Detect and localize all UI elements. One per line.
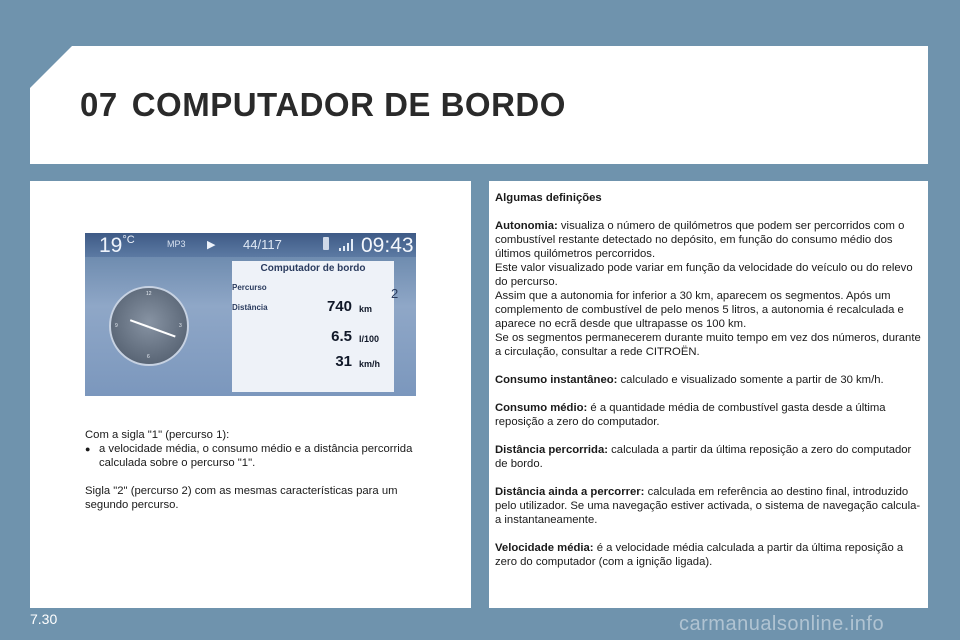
chapter-number: 07 — [80, 86, 118, 123]
caption-sigla2: Sigla "2" (percurso 2) com as mesmas características para um segundo percurso. — [85, 485, 398, 511]
consumption-value: 6.5 — [331, 328, 352, 345]
temperature-unit: °C — [122, 234, 135, 246]
consumption-unit: l/100 — [359, 334, 380, 344]
text-average-consumption: é a quantidade média de combustível gasta desde a última reposição a zero do computador. — [495, 402, 886, 428]
clock-hour-hand — [130, 319, 149, 328]
text-autonomy-2: Este valor visualizado pode variar em função da velocidade do veículo ou do relevo do percurso. — [495, 262, 913, 288]
temperature-value: 19 — [99, 234, 123, 257]
temperature-readout — [99, 234, 135, 258]
route-two-indicator: 2 — [391, 286, 399, 301]
route-label: Percurso — [232, 283, 267, 292]
text-autonomy-3: Assim que a autonomia for inferior a 30 km, aparecem os segmentos. Após um complemento de combustível de pelo menos 5 litros, a autonomia é recalculada e aparece no ecrã desde que ultrapasse os 100 km. — [495, 290, 904, 330]
definition-average-consumption — [495, 401, 923, 429]
display-caption — [85, 428, 425, 512]
term-instant-consumption: Consumo instantâneo: — [495, 374, 618, 386]
distance-label: Distância — [232, 303, 268, 312]
multifunction-display-image — [85, 233, 416, 396]
text-remaining-distance: calculada em referência ao destino final, introduzido pelo utilizador. Se uma navegação estiver activada, o sistema de navegação calcula-a instantaneamente. — [495, 486, 921, 526]
audio-source: MP3 — [167, 239, 186, 249]
clock-number: 3 — [179, 323, 182, 329]
definitions-section — [495, 191, 923, 569]
display-time: 09:43 — [361, 234, 414, 257]
play-icon: ▶ — [207, 239, 216, 251]
text-autonomy-4: Se os segmentos permanecerem durante muito tempo em vez dos números, durante a circulação, consultar a rede CITROËN. — [495, 332, 921, 358]
definition-autonomy — [495, 219, 923, 261]
trip-computer-title: Computador de bordo — [260, 263, 366, 274]
definition-instant-consumption — [495, 373, 923, 387]
text-average-speed: é a velocidade média calculada a partir da última reposição a zero do computador (com a ignição ligada). — [495, 542, 904, 568]
clock-number: 9 — [115, 323, 118, 329]
chapter-title — [80, 86, 566, 124]
signal-strength-icon — [339, 239, 355, 251]
trip-computer-panel — [232, 261, 394, 392]
analog-clock — [109, 286, 189, 366]
distance-unit: km — [359, 304, 373, 314]
term-remaining-distance: Distância ainda a percorrer: — [495, 486, 645, 498]
display-status-bar — [85, 233, 416, 257]
term-average-consumption: Consumo médio: — [495, 402, 588, 414]
clock-minute-hand — [149, 326, 176, 337]
term-average-speed: Velocidade média: — [495, 542, 594, 554]
caption-bullet: ● a velocidade média, o consumo médio e a distância percorrida calculada sobre o percurso "1". — [85, 442, 425, 470]
definition-distance-travelled — [495, 443, 923, 471]
chapter-title-text: COMPUTADOR DE BORDO — [131, 86, 566, 123]
definition-average-speed — [495, 541, 923, 569]
watermark: carmanualsonline.info — [679, 613, 885, 635]
track-counter: 44/117 — [243, 237, 282, 252]
page-number: 7.30 — [30, 611, 58, 627]
speed-value: 31 — [335, 353, 352, 370]
text-distance-travelled: calculada a partir da última reposição a zero do computador de bordo. — [495, 444, 912, 470]
definitions-heading: Algumas definições — [495, 192, 602, 204]
term-distance-travelled: Distância percorrida: — [495, 444, 609, 456]
phone-icon — [323, 237, 329, 250]
term-autonomy: Autonomia: — [495, 220, 558, 232]
definition-remaining-distance — [495, 485, 923, 527]
clock-number: 6 — [147, 354, 150, 360]
text-instant-consumption: calculado e visualizado somente a partir de 30 km/h. — [620, 374, 884, 386]
clock-number: 12 — [146, 291, 152, 297]
speed-unit: km/h — [359, 359, 381, 369]
caption-intro: Com a sigla "1" (percurso 1): — [85, 429, 230, 441]
text-autonomy: visualiza o número de quilómetros que podem ser percorridos com o combustível restante detectado no depósito, em função do consumo médio dos últimos quilómetros percorridos. — [495, 220, 905, 260]
distance-value: 740 — [326, 298, 352, 315]
